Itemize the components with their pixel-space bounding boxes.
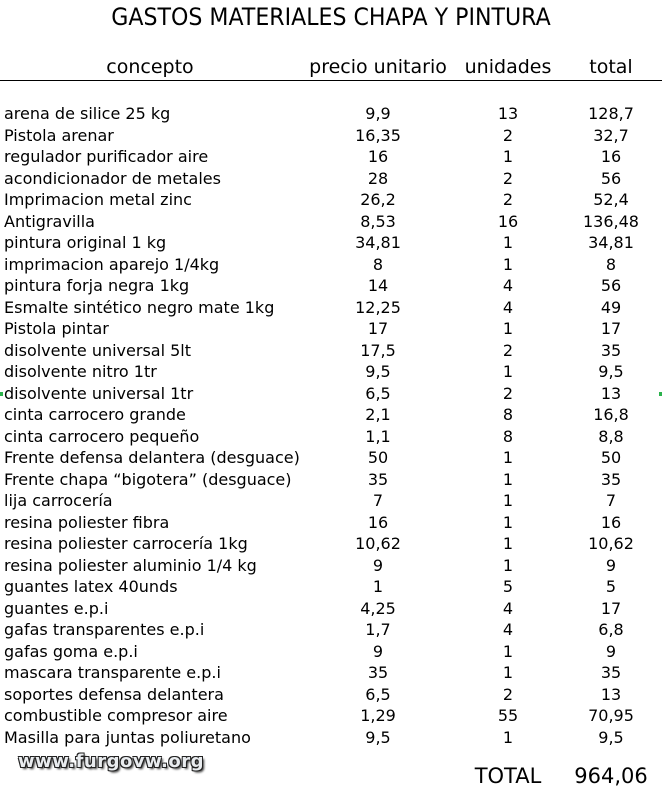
table-row <box>0 512 662 534</box>
row-units: 1 <box>502 555 514 575</box>
row-concept: resina poliester carrocería 1kg <box>4 534 248 553</box>
row-units: 1 <box>502 641 514 661</box>
row-total: 13 <box>600 383 622 403</box>
row-concept: Imprimacion metal zinc <box>4 190 192 209</box>
row-total: 16 <box>600 147 622 166</box>
row-units: 2 <box>502 168 514 188</box>
header-price: precio unitario <box>309 56 447 78</box>
row-units: 2 <box>502 684 514 704</box>
row-units: 1 <box>502 512 514 532</box>
table-row <box>0 103 662 125</box>
table-row <box>0 641 662 663</box>
table-row <box>0 727 662 749</box>
grand-total-label: TOTAL <box>474 764 542 788</box>
row-units: 2 <box>502 383 514 403</box>
table-header <box>0 54 662 80</box>
row-total: 17 <box>600 598 622 618</box>
table-row <box>0 684 662 706</box>
row-price: 17,5 <box>360 340 396 360</box>
row-concept: gafas goma e.p.i <box>4 641 138 661</box>
row-units: 1 <box>502 491 514 510</box>
row-units: 1 <box>502 254 514 274</box>
row-total: 9 <box>605 555 617 575</box>
row-total: 32,7 <box>593 125 629 145</box>
header-units: unidades <box>464 56 552 78</box>
row-concept: Frente chapa “bigotera” (desguace) <box>4 469 292 489</box>
row-units: 4 <box>502 297 514 317</box>
row-total: 35 <box>600 469 622 489</box>
row-concept: soportes defensa delantera <box>4 684 224 704</box>
row-price: 35 <box>367 663 389 682</box>
sheet-title: GASTOS MATERIALES CHAPA Y PINTURA <box>111 3 551 31</box>
table-row <box>0 619 662 641</box>
row-concept: mascara transparente e.p.i <box>4 663 221 682</box>
row-units: 13 <box>497 104 519 123</box>
row-total: 35 <box>600 340 622 360</box>
table-row <box>0 469 662 491</box>
row-total: 8,8 <box>598 426 624 446</box>
row-units: 1 <box>502 147 514 166</box>
header-concept: concepto <box>106 56 194 78</box>
table-row <box>0 447 662 469</box>
row-marker-left <box>0 392 3 396</box>
row-concept: guantes e.p.i <box>4 598 109 618</box>
row-total: 56 <box>600 168 622 188</box>
grand-total-value: 964,06 <box>574 764 648 788</box>
row-concept: gafas transparentes e.p.i <box>4 620 205 639</box>
table-row <box>0 555 662 577</box>
row-total: 7 <box>605 491 617 510</box>
table-row <box>0 211 662 233</box>
row-total: 49 <box>600 297 622 317</box>
table-row <box>0 576 662 598</box>
row-price: 34,81 <box>355 233 401 252</box>
row-total: 128,7 <box>588 104 634 123</box>
row-total: 8 <box>605 254 617 274</box>
table-row <box>0 125 662 147</box>
row-units: 8 <box>502 405 514 424</box>
row-units: 55 <box>497 706 519 725</box>
row-price: 1,1 <box>365 426 391 446</box>
row-price: 50 <box>367 448 389 467</box>
table-row <box>0 533 662 555</box>
row-total: 9,5 <box>598 727 624 747</box>
row-price: 10,62 <box>355 534 401 553</box>
row-units: 2 <box>502 340 514 360</box>
table-row <box>0 705 662 727</box>
row-total: 70,95 <box>588 706 634 725</box>
table-row <box>0 662 662 684</box>
row-units: 1 <box>502 362 514 381</box>
row-price: 9,5 <box>365 727 391 747</box>
row-price: 16 <box>367 147 389 166</box>
row-price: 8 <box>372 254 384 274</box>
row-units: 1 <box>502 469 514 489</box>
row-price: 6,5 <box>365 684 391 704</box>
row-total: 50 <box>600 448 622 467</box>
table-row <box>0 490 662 512</box>
row-total: 5 <box>605 577 617 596</box>
row-concept: Frente defensa delantera (desguace) <box>4 448 300 467</box>
row-concept: acondicionador de metales <box>4 168 221 188</box>
row-units: 1 <box>502 319 514 338</box>
table-row <box>0 189 662 211</box>
row-units: 4 <box>502 598 514 618</box>
row-units: 1 <box>502 727 514 747</box>
row-concept: Esmalte sintético negro mate 1kg <box>4 297 275 317</box>
row-concept: pintura original 1 kg <box>4 233 167 252</box>
row-concept: resina poliester aluminio 1/4 kg <box>4 555 257 575</box>
row-total: 16,8 <box>593 405 629 424</box>
table-row <box>0 361 662 383</box>
row-price: 9 <box>372 555 384 575</box>
row-total: 35 <box>600 663 622 682</box>
row-price: 7 <box>372 491 384 510</box>
row-price: 1 <box>372 577 384 596</box>
row-concept: resina poliester fibra <box>4 512 170 532</box>
row-units: 2 <box>502 190 514 209</box>
row-concept: guantes latex 40unds <box>4 577 178 596</box>
row-price: 2,1 <box>365 405 391 424</box>
row-price: 16,35 <box>355 125 401 145</box>
row-price: 9,5 <box>365 362 391 381</box>
row-concept: Antigravilla <box>4 211 95 231</box>
row-units: 16 <box>497 211 519 231</box>
table-row <box>0 168 662 190</box>
row-total: 17 <box>600 319 622 338</box>
row-units: 4 <box>502 620 514 639</box>
row-total: 52,4 <box>593 190 629 209</box>
row-units: 1 <box>502 534 514 553</box>
row-concept: imprimacion aparejo 1/4kg <box>4 254 220 274</box>
row-price: 4,25 <box>360 598 396 618</box>
table-row <box>0 232 662 254</box>
row-price: 14 <box>367 276 389 295</box>
row-concept: Pistola pintar <box>4 319 109 338</box>
row-total: 136,48 <box>583 211 639 231</box>
row-concept: cinta carrocero grande <box>4 405 186 424</box>
table-row <box>0 275 662 297</box>
site-watermark: www.furgovw.org <box>18 751 205 772</box>
row-concept: pintura forja negra 1kg <box>4 276 190 295</box>
expense-rows <box>0 103 662 748</box>
row-units: 1 <box>502 448 514 467</box>
row-units: 5 <box>502 577 514 596</box>
row-units: 8 <box>502 426 514 446</box>
table-row <box>0 404 662 426</box>
table-row <box>0 598 662 620</box>
row-concept: lija carrocería <box>4 491 113 510</box>
table-row <box>0 340 662 362</box>
row-total: 6,8 <box>598 620 624 639</box>
row-concept: disolvente universal 1tr <box>4 383 194 403</box>
row-units: 1 <box>502 233 514 252</box>
row-price: 26,2 <box>360 190 396 209</box>
row-concept: cinta carrocero pequeño <box>4 426 200 446</box>
row-total: 9 <box>605 641 617 661</box>
header-total: total <box>589 56 633 78</box>
row-total: 9,5 <box>598 362 624 381</box>
table-row <box>0 318 662 340</box>
row-price: 9,9 <box>365 104 391 123</box>
table-row <box>0 383 662 405</box>
row-price: 17 <box>367 319 389 338</box>
row-price: 8,53 <box>360 211 396 231</box>
row-total: 34,81 <box>588 233 634 252</box>
row-concept: Pistola arenar <box>4 125 114 145</box>
row-total: 16 <box>600 512 622 532</box>
row-concept: disolvente universal 5lt <box>4 340 192 360</box>
row-units: 1 <box>502 663 514 682</box>
row-price: 28 <box>367 168 389 188</box>
grand-total-row <box>0 762 662 790</box>
row-total: 10,62 <box>588 534 634 553</box>
row-price: 35 <box>367 469 389 489</box>
row-total: 13 <box>600 684 622 704</box>
row-concept: disolvente nitro 1tr <box>4 362 157 381</box>
row-units: 4 <box>502 276 514 295</box>
table-row <box>0 146 662 168</box>
header-divider <box>0 80 662 81</box>
row-price: 9 <box>372 641 384 661</box>
row-concept: regulador purificador aire <box>4 147 209 166</box>
row-price: 16 <box>367 512 389 532</box>
row-price: 6,5 <box>365 383 391 403</box>
row-price: 12,25 <box>355 297 401 317</box>
row-concept: combustible compresor aire <box>4 706 228 725</box>
table-row <box>0 254 662 276</box>
row-price: 1,29 <box>360 706 396 725</box>
row-price: 1,7 <box>365 620 391 639</box>
row-units: 2 <box>502 125 514 145</box>
row-concept: Masilla para juntas poliuretano <box>4 727 251 747</box>
table-row <box>0 297 662 319</box>
table-row <box>0 426 662 448</box>
row-total: 56 <box>600 276 622 295</box>
row-concept: arena de silice 25 kg <box>4 104 171 123</box>
